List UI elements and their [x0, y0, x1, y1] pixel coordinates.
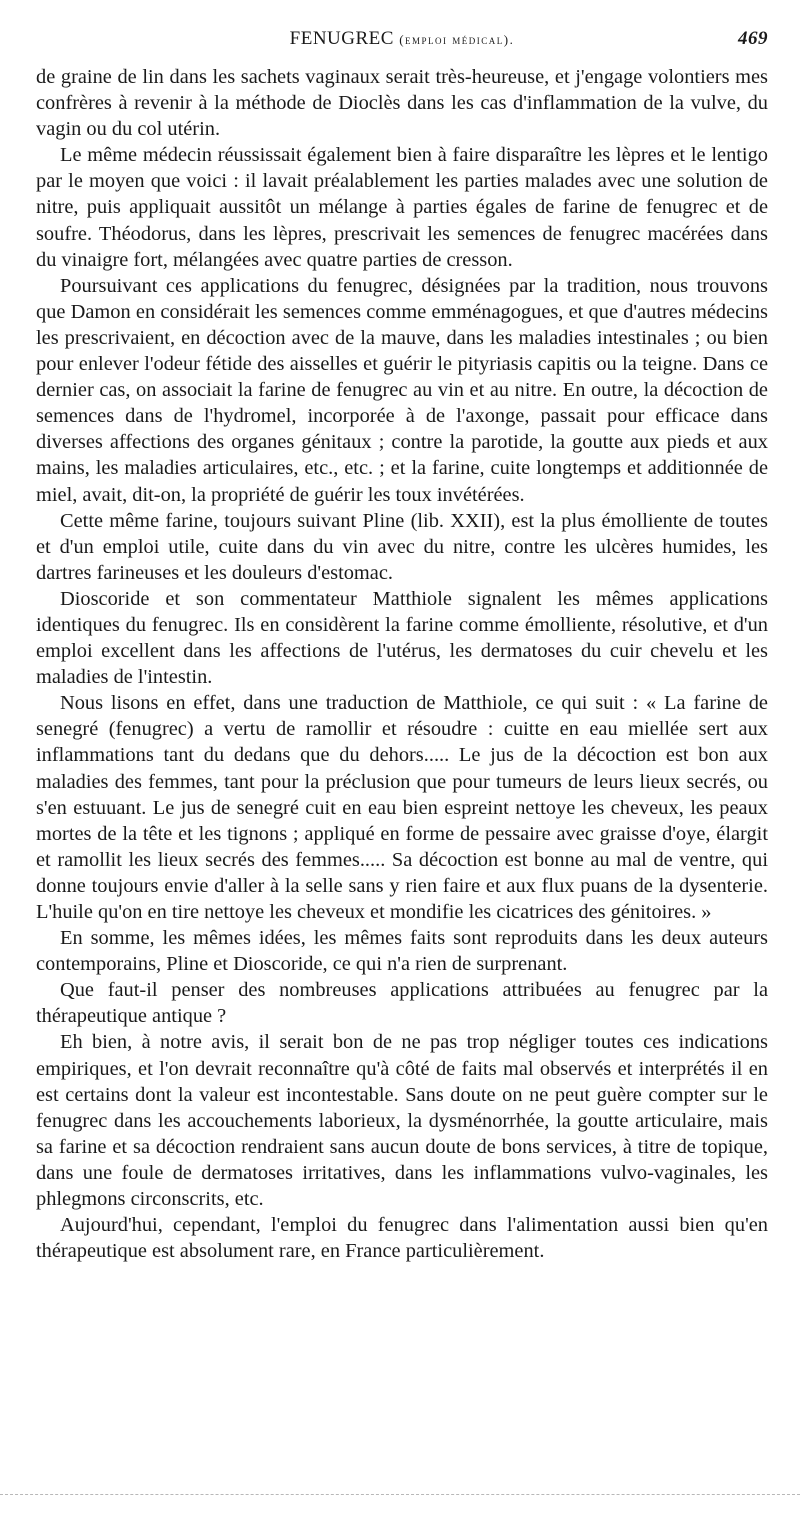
paragraph: Poursuivant ces applications du fenugrec, désignées par la tradition, nous trouvons que Damon en considérait les semences comme emménagogues, et que d'autres médecins les prescrivaient, en décoction avec de la mauve, dans les maladies intestinales ; ou bien pour enlever l'odeur fétide des aisselles et guérir le pityriasis capitis ou la teigne. Dans ce dernier cas, on associait la farine de fenugrec au vin et au nitre. En outre, la décoction de semences dans de l'hydromel, incorporée à de l'axonge, passait pour efficace dans diverses affections des organes génitaux ; contre la parotide, la goutte aux pieds et aux mains, les maladies articulaires, etc., etc. ; et la farine, cuite longtemps et additionnée de miel, avait, dit-on, la propriété de guérir les toux invétérées.	[36, 274, 768, 506]
paragraph: Nous lisons en effet, dans une traduction de Matthiole, ce qui suit : « La farine de senegré (fenugrec) a vertu de ramollir et résoudre : cuitte en eau miellée sert aux inflammations tant du dedans que du dehors..... Le jus de la décoction est bon aux maladies des femmes, tant pour la préclusion que pour tumeurs de leurs lieux secrés, ou s'en estuuant. Le jus de senegré cuit en eau bien espreint nettoye les cheveux, les peaux mortes de la tête et les tignons ; appliqué en forme de pessaire avec graisse d'oye, élargit et ramollit les lieux secrés des femmes..... Sa décoction est bonne au mal de ventre, qui donne toujours envie d'aller à la selle sans y rien faire et aux flux puans de la dysenterie. L'huile qu'on en tire nettoye les cheveux et mondifie les cicatrices des génitoires. »	[36, 692, 768, 923]
paragraph: Cette même farine, toujours suivant Pline (lib. XXII), est la plus émolliente de toutes et d'un emploi utile, cuite dans du vin avec du nitre, contre les ulcères humides, les dartres farineuses et les douleurs d'estomac.	[36, 509, 768, 584]
running-title-main: FENUGREC	[289, 28, 394, 49]
page-bottom-rule	[0, 1494, 800, 1495]
paragraph: Aujourd'hui, cependant, l'emploi du fenugrec dans l'alimentation aussi bien qu'en thérapeutique est absolument rare, en France particulièrement.	[36, 1214, 768, 1263]
running-title	[36, 28, 768, 50]
book-page	[36, 28, 768, 1264]
running-title-sub: (emploi médical).	[399, 32, 515, 47]
paragraph: Eh bien, à notre avis, il serait bon de ne pas trop négliger toutes ces indications empiriques, et l'on devrait reconnaître qu'à côté de faits mal observés et interprétés il en est certains dont la valeur est incontestable. Sans doute on ne peut guère compter sur le fenugrec dans les accouchements laborieux, la dysménorrhée, la goutte articulaire, mais sa farine et sa décoction rendraient sans aucun doute de bons services, à titre de topique, dans une foule de dermatoses irritatives, dans les inflammations vulvo-vaginales, les phlegmons circonscrits, etc.	[36, 1031, 768, 1211]
paragraph: En somme, les mêmes idées, les mêmes faits sont reproduits dans les deux auteurs contemporains, Pline et Dioscoride, ce qui n'a rien de surprenant.	[36, 927, 768, 976]
page-body	[36, 64, 768, 1264]
paragraph-continuation: de graine de lin dans les sachets vaginaux serait très-heureuse, et j'engage volontiers mes confrères à revenir à la méthode de Dioclès dans les cas d'inflammation de la vulve, du vagin ou du col utérin.	[36, 66, 768, 141]
running-header	[36, 28, 768, 54]
paragraph: Que faut-il penser des nombreuses applications attribuées au fenugrec par la thérapeutique antique ?	[36, 979, 768, 1028]
paragraph: Le même médecin réussissait également bien à faire disparaître les lèpres et le lentigo par le moyen que voici : il lavait préalablement les parties malades avec une solution de nitre, puis appliquait aussitôt un mélange à parties égales de farine de fenugrec et de soufre. Théodorus, dans les lèpres, prescrivait les semences de fenugrec macérées dans du vinaigre fort, mélangées avec quatre parties de cresson.	[36, 144, 768, 271]
paragraph: Dioscoride et son commentateur Matthiole signalent les mêmes applications identiques du fenugrec. Ils en considèrent la farine comme émolliente, résolutive, et d'un emploi excellent dans les affections de l'utérus, les dermatoses du cuir chevelu et les maladies de l'intestin.	[36, 587, 768, 689]
page-number: 469	[738, 28, 768, 49]
